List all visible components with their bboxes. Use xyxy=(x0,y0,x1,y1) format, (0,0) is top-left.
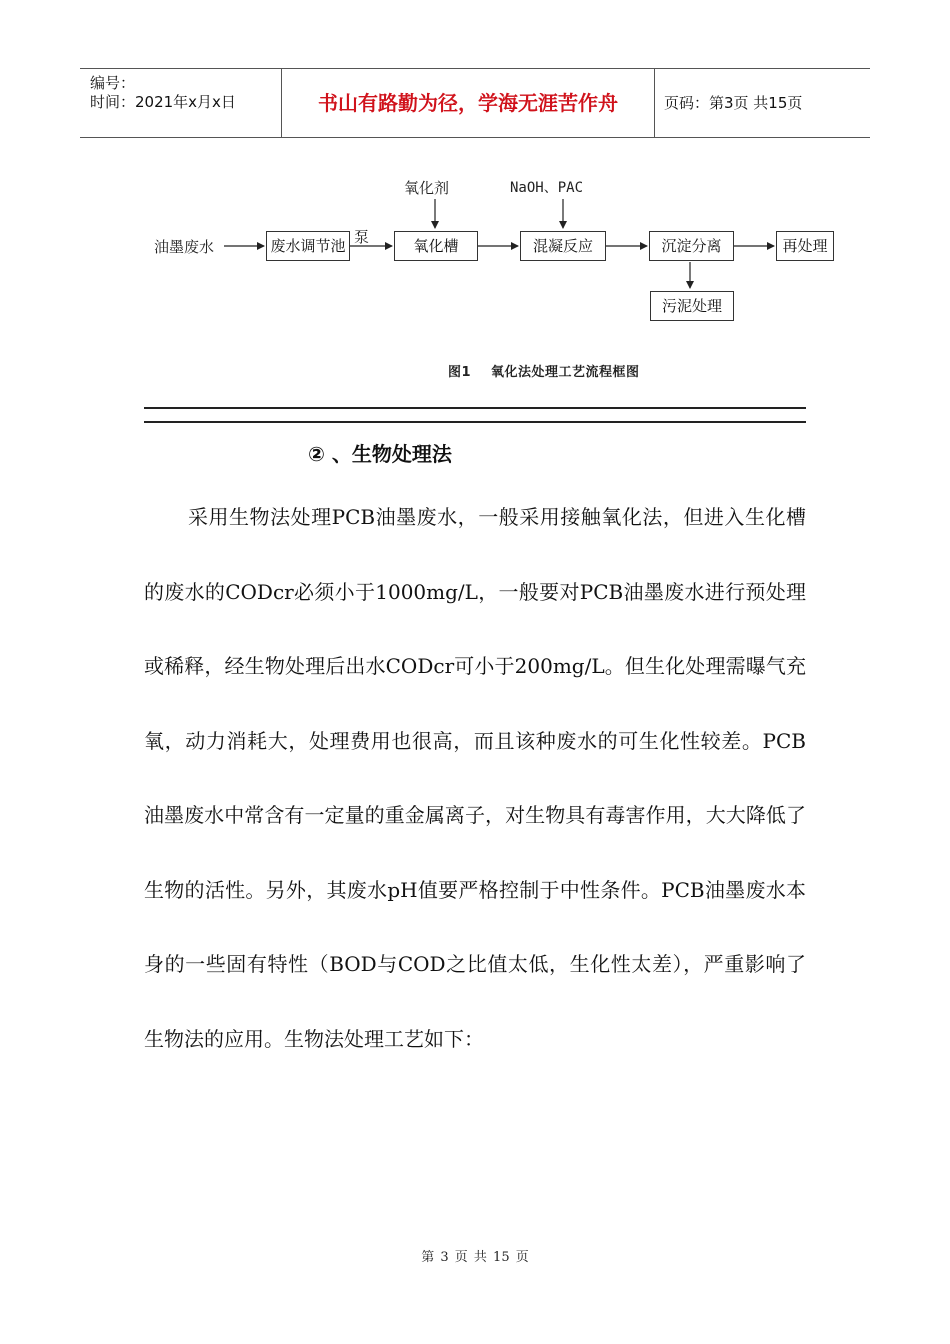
flow-pump-label: 泵 xyxy=(354,228,370,246)
flow-box-retreatment: 再处理 xyxy=(776,231,834,261)
flow-box-settling: 沉淀分离 xyxy=(649,231,734,261)
flow-coagulant-label: NaOH、PAC xyxy=(510,180,584,196)
caption-text: 氧化法处理工艺流程框图 xyxy=(491,365,640,380)
header-page-info: 页码：第3页 共15页 xyxy=(664,94,803,112)
flow-oxidant-label: 氧化剂 xyxy=(404,179,450,197)
flow-box-regulating-tank: 废水调节池 xyxy=(266,231,350,261)
caption-number: 图1 xyxy=(448,365,472,380)
section-heading: ② 、生物处理法 xyxy=(308,442,452,466)
flow-input-label: 油墨废水 xyxy=(154,238,215,256)
flow-box-coagulation: 混凝反应 xyxy=(520,231,606,261)
divider-line-top xyxy=(144,407,806,409)
header-motto: 书山有路勤为径，学海无涯苦作舟 xyxy=(282,69,655,137)
flow-box-oxidation-tank: 氧化槽 xyxy=(394,231,478,261)
page-footer: 第 3 页 共 15 页 xyxy=(421,1250,529,1265)
code-label: 编号： xyxy=(90,74,136,92)
flowchart-arrows xyxy=(0,0,950,400)
process-flowchart xyxy=(0,0,950,400)
body-paragraph: 采用生物法处理PCB油墨废水，一般采用接触氧化法，但进入生化槽的废水的CODcr必须小于1000mg/L，一般要对PCB油墨废水进行预处理或稀释，经生物处理后出水CODcr可小于200mg/L。但生化处理需曝气充氧，动力消耗大，处理费用也很高，而且该种废水的可生化性较差。PCB油墨废水中常含有一定量的重金属离子，对生物具有毒害作用，大大降低了生物的活性。另外，其废水pH值要严格控制于中性条件。PCB油墨废水本身的一些固有特性（BOD与COD之比值太低，生化性太差），严重影响了生物法的应用。生物法处理工艺如下： xyxy=(144,505,806,1051)
time-label: 时间：2021年x月x日 xyxy=(90,93,236,111)
flowchart-caption xyxy=(448,361,640,380)
divider-line-bottom xyxy=(144,421,806,423)
flow-box-sludge: 污泥处理 xyxy=(650,291,734,321)
